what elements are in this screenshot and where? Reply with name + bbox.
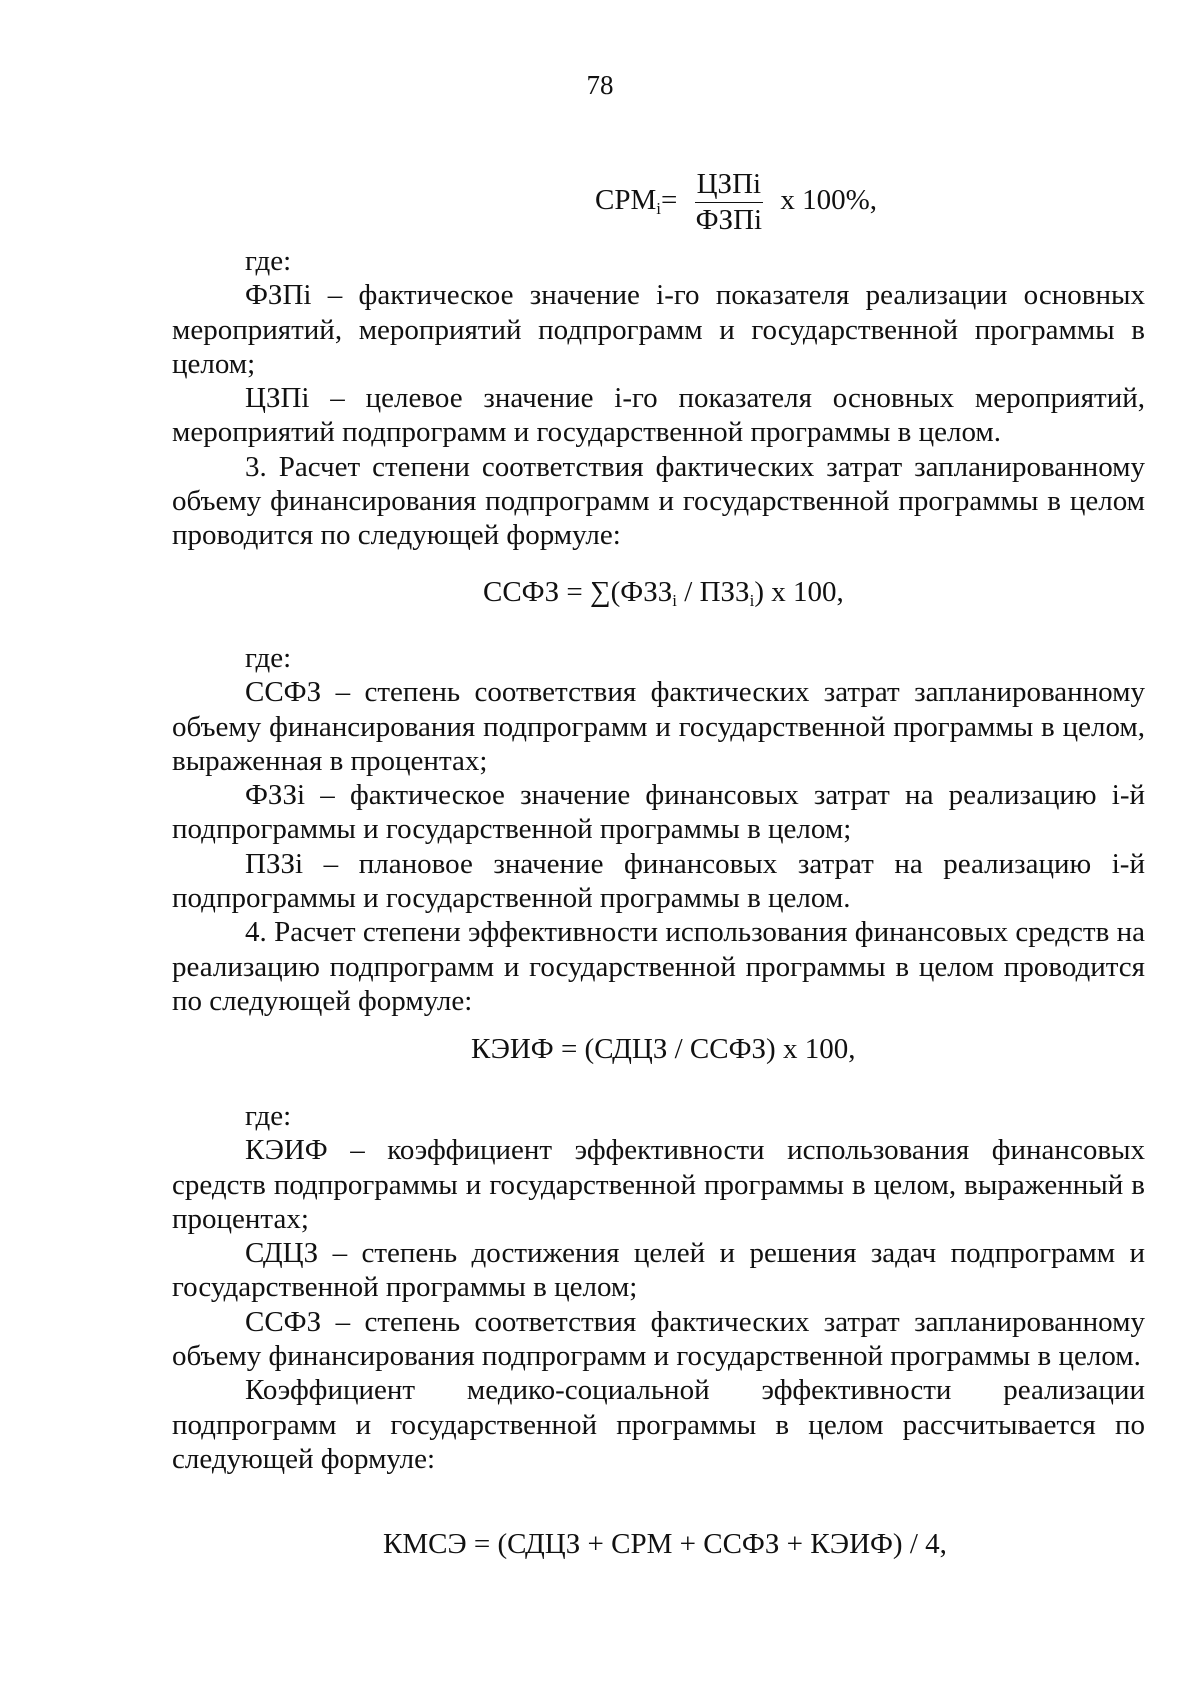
formula-srm-lhs: СРМ	[595, 184, 657, 217]
where-label: где:	[245, 245, 292, 277]
definition-ssfz: ССФЗ – степень соответствия фактических затрат запланированному объему финансирования подпрограмм и государственной программы в целом, выраженная в процентах;	[172, 676, 1145, 777]
definition-sdcz: СДЦЗ – степень достижения целей и решения задач подпрограмм и государственной программы в целом;	[172, 1237, 1145, 1304]
definition-fzz: ФЗЗi – фактическое значение финансовых затрат на реализацию i-й подпрограммы и государственной программы в целом;	[172, 779, 1145, 846]
formula-ssfz-sub1: i	[672, 591, 678, 610]
formula-srm-fraction	[695, 170, 763, 235]
formula-ssfz	[483, 578, 844, 609]
paragraph-4: 4. Расчет степени эффективности использования финансовых средств на реализацию подпрограмм и государственной программы в целом проводится по следующей формуле:	[172, 916, 1145, 1017]
text-block-2	[172, 641, 1145, 1018]
formula-ssfz-sub2: i	[749, 591, 755, 610]
where-label: где:	[245, 642, 292, 674]
definition-ssfz-2: ССФЗ – степень соответствия фактических затрат запланированному объему финансирования подпрограмм и государственной программы в целом.	[172, 1305, 1145, 1373]
formula-ssfz-part1: ССФЗ = ∑(ФЗЗ	[483, 576, 673, 608]
formula-srm-rhs: x 100%,	[780, 184, 878, 217]
page-number: 78	[586, 70, 614, 100]
formula-srm-denominator: ФЗПi	[695, 204, 763, 236]
formula-kmse: КМСЭ = (СДЦЗ + СРМ + ССФЗ + КЭИФ) / 4,	[383, 1528, 947, 1560]
formula-srm-lhs-sub: i	[656, 199, 661, 219]
paragraph-5: Коэффициент медико-социальной эффективности реализации подпрограмм и государственной программы в целом рассчитывается по следующей формуле:	[172, 1374, 1145, 1475]
paragraph-3: 3. Расчет степени соответствия фактических затрат запланированному объему финансирования подпрограмм и государственной программы в целом проводится по следующей формуле:	[172, 450, 1145, 552]
text-block-1	[172, 244, 1145, 553]
formula-ssfz-part2: / ПЗЗ	[677, 576, 750, 608]
formula-ssfz-part3: ) x 100,	[754, 576, 844, 608]
formula-srm-eq: =	[661, 184, 678, 217]
definition-fzp: ФЗПi – фактическое значение i-го показателя реализации основных мероприятий, мероприятий подпрограмм и государственной программы в целом;	[172, 279, 1145, 380]
definition-pzz: ПЗЗi – плановое значение финансовых затрат на реализацию i-й подпрограммы и государственной программы в целом.	[172, 847, 1145, 915]
formula-keif: КЭИФ = (СДЦЗ / ССФЗ) x 100,	[471, 1033, 856, 1065]
formula-srm-numerator: ЦЗПi	[695, 170, 763, 203]
text-block-3	[172, 1099, 1145, 1476]
formula-srm	[595, 170, 877, 235]
definition-keif: КЭИФ – коэффициент эффективности использования финансовых средств подпрограммы и государственной программы в целом, выраженный в процентах;	[172, 1134, 1145, 1235]
definition-czp: ЦЗПi – целевое значение i-го показателя основных мероприятий, мероприятий подпрограмм и государственной программы в целом.	[172, 382, 1145, 449]
where-label: где:	[245, 1100, 292, 1132]
